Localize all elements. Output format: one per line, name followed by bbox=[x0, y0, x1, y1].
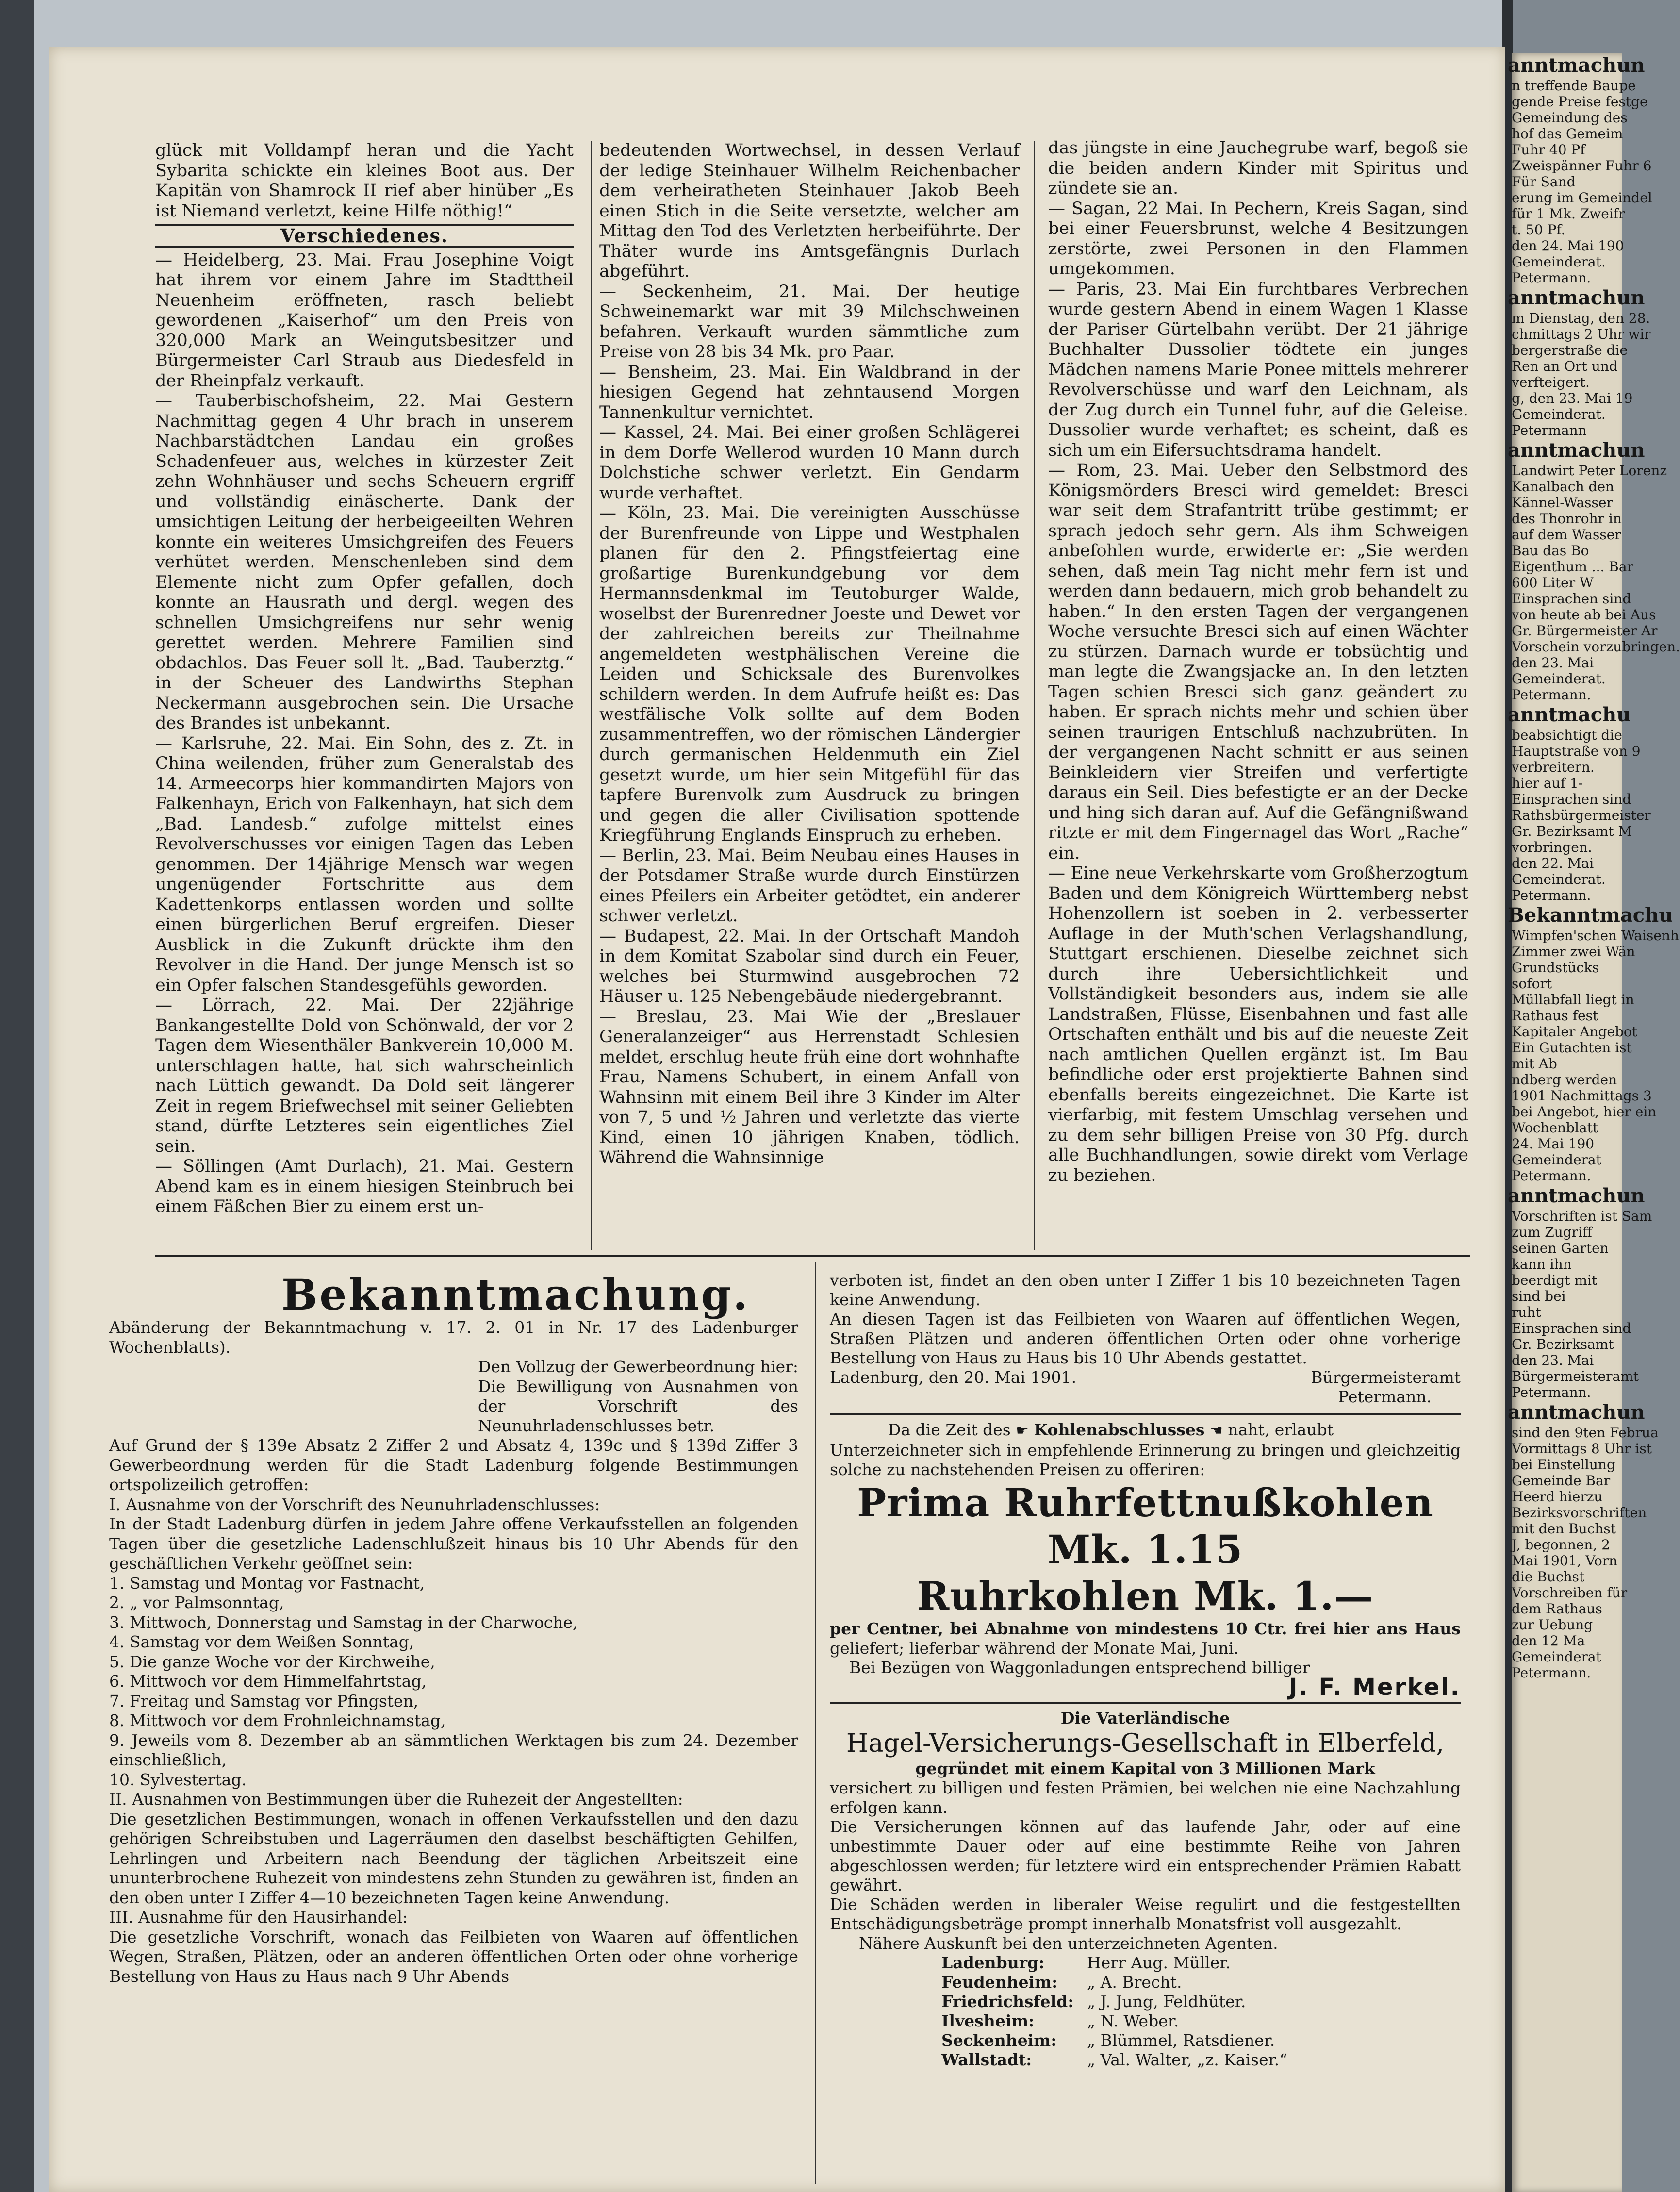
agent-name: „ A. Brecht. bbox=[1087, 1973, 1182, 1992]
facing-page-line: Vorschein vorzubringen. bbox=[1512, 639, 1680, 655]
facing-page-line: Ein Gutachten ist bbox=[1512, 1040, 1632, 1056]
facing-page-line: Kännel-Wasser bbox=[1512, 495, 1613, 511]
notice-text-1: In der Stadt Ladenburg dürfen in jedem Jahre offene Verkaufsstellen an folgenden Tagen über die gesetzliche Ladenschlußzeit hinaus bis 10 Uhr Abends für den geschäftlichen Verkehr geöffnet sein: bbox=[109, 1514, 798, 1573]
notice-text-2: Die gesetzlichen Bestimmungen, wonach in offenen Verkaufsstellen und den dazu gehörigen Schreibstuben und Lagerräumen den daselbst beschäftigten Gehilfen, Lehrlingen und Arbeitern nach Beendung der täglichen Arbeitszeit eine ununterbrochene Ruhezeit von mindestens zehn Stunden zu gewähren ist, finden an den oben unter I Ziffer 4—10 bezeichneten Tagen keine Anwendung. bbox=[109, 1809, 798, 1907]
agent-place: Feudenheim: bbox=[941, 1973, 1058, 1992]
facing-page-line: Zimmer zwei Wän bbox=[1512, 944, 1635, 960]
article-berlin: — Berlin, 23. Mai. Beim Neubau eines Hauses in der Potsdamer Straße wurde durch Einstürzen eines Pfeilers ein Arbeiter getödtet, ein anderer schwer verletzt. bbox=[599, 846, 1020, 926]
facing-page-line: den 22. Mai bbox=[1512, 855, 1594, 871]
facing-page-line: ruht bbox=[1512, 1304, 1541, 1320]
pointing-hand-icon: ☚ bbox=[1209, 1422, 1223, 1439]
notice-signature-name: Petermann. bbox=[1338, 1387, 1432, 1406]
agent-name: „ N. Weber. bbox=[1087, 2011, 1179, 2030]
facing-page-line: vorbringen. bbox=[1512, 839, 1592, 855]
coal-wagon: Bei Bezügen von Waggonladungen entsprechend billiger bbox=[849, 1658, 1310, 1677]
facing-page-line: den 24. Mai 190 bbox=[1512, 238, 1624, 254]
facing-page-line: Gr. Bezirksamt bbox=[1512, 1336, 1614, 1352]
list-item: 10. Sylvestertag. bbox=[109, 1770, 247, 1789]
column-rule bbox=[591, 141, 592, 1250]
facing-page-line: auf dem Wasser bbox=[1512, 527, 1621, 543]
article-rom: — Rom, 23. Mai. Ueber den Selbstmord des Königsmörders Bresci wird gemeldet: Bresci war seit dem Strafantritt trübe gestimmt; er sprach jedoch sehr gern. Als ihm Schweigen anbefohlen wurde, erwiderte er: „Sie werden sehen, daß mein Tag nicht mehr fern ist und werden dann bedauern, mich grob behandelt zu haben.“ In den ersten Tagen der vergangenen Woche versuchte Bresci sich auf einen Wächter zu stürzen. Darnach wurde er tobsüchtig und man legte die Zwangsjacke an. In den letzten Tagen schien Bresci sich ganz geändert zu haben. Er sprach nichts mehr und schien über seinen traurigen Entschluß nachzubrüten. In der vergangenen Nacht schnitt er aus seinen Beinkleidern vier Streifen und verfertigte daraus ein Seil. Dies befestigte er an der Decke und hing sich daran auf. Auf die Gefängnißwand ritzte er mit dem Fingernagel das Wort „Rache“ ein. bbox=[1048, 461, 1468, 863]
facing-page-line: Petermann. bbox=[1512, 1168, 1591, 1184]
facing-page-line: Gemeinderat. bbox=[1512, 254, 1606, 270]
facing-page-line: Petermann. bbox=[1512, 270, 1591, 286]
facing-page-line: chmittags 2 Uhr wir bbox=[1512, 326, 1651, 342]
facing-page-line: ndberg werden bbox=[1512, 1072, 1617, 1088]
facing-page bbox=[1508, 53, 1680, 2192]
col3-lead: das jüngste in eine Jauchegrube warf, begoß sie die beiden andern Kinder mit Spiritus und zündete sie an. bbox=[1048, 138, 1468, 198]
section-divider bbox=[155, 1255, 1470, 1257]
facing-page-line: zur Uebung bbox=[1512, 1617, 1593, 1633]
article-bensheim: — Bensheim, 23. Mai. Ein Waldbrand in der hiesigen Gegend hat zehntausend Morgen Tannenkultur vernichtet. bbox=[599, 362, 1020, 422]
facing-page-line: anntmachun bbox=[1508, 54, 1645, 77]
notice-text-4: verboten ist, findet an den oben unter I Ziffer 1 bis 10 bezeichneten Tagen keine Anwendung. bbox=[830, 1271, 1461, 1309]
agent-name: „ Val. Walter, „z. Kaiser.“ bbox=[1087, 2050, 1288, 2069]
list-item: 7. Freitag und Samstag vor Pfingsten, bbox=[109, 1691, 419, 1710]
list-item: 6. Mittwoch vor dem Himmelfahrtstag, bbox=[109, 1672, 427, 1691]
facing-page-line: Gemeinderat. bbox=[1512, 671, 1606, 687]
article-loerrach: — Lörrach, 22. Mai. Der 22jährige Bankangestellte Dold von Schönwald, der vor 2 Tagen dem Wiesenthäler Bankverein 10,000 M. unterschlagen hatte, hat sich wahrscheinlich nach Lüttich gewandt. Da Dold seit längerer Zeit in regem Briefwechsel mit seiner Geliebten stand, dürfte Letzteres sein eigentliches Ziel sein. bbox=[155, 996, 574, 1156]
facing-page-line: erung im Gemeindel bbox=[1512, 190, 1652, 206]
insurance-text-1: versichert zu billigen und festen Prämien, bei welchen nie eine Nachzahlung erfolgen kann. bbox=[830, 1778, 1461, 1817]
facing-page-line: Für Sand bbox=[1512, 174, 1576, 190]
insurance-head-3: gegründet mit einem Kapital von 3 Millionen Mark bbox=[915, 1759, 1375, 1778]
facing-page-line: Eigenthum ... Bar bbox=[1512, 559, 1633, 575]
notice-title: Bekanntmachung. bbox=[281, 1269, 750, 1320]
facing-page-line: bei Einstellung bbox=[1512, 1457, 1615, 1473]
insurance-text-2: Die Versicherungen können auf das laufende Jahr, oder auf eine unbestimmte Dauer oder auf eine bestimmte Reihe von Jahren abgeschlossen werden; für letztere wird ein entsprechender Prämien Rabatt gewährt. bbox=[830, 1817, 1461, 1894]
facing-page-line: den 23. Mai bbox=[1512, 1352, 1594, 1368]
facing-page-line: Zweispänner Fuhr 6 bbox=[1512, 158, 1652, 174]
list-item: 4. Samstag vor dem Weißen Sonntag, bbox=[109, 1632, 414, 1651]
coal-unit: per Centner, bbox=[830, 1619, 944, 1638]
column-rule bbox=[815, 1262, 816, 2184]
column-rule bbox=[1034, 141, 1035, 1250]
facing-page-line: anntmachun bbox=[1508, 286, 1645, 309]
facing-page-line: 24. Mai 190 bbox=[1512, 1136, 1595, 1152]
facing-page-line: bergerstraße die bbox=[1512, 342, 1628, 358]
list-item: 5. Die ganze Woche vor der Kirchweihe, bbox=[109, 1652, 435, 1671]
coal-terms bbox=[830, 1619, 1461, 1658]
facing-page-line: Gemeinderat. bbox=[1512, 871, 1606, 887]
facing-page-line: J, begonnen, 2 bbox=[1512, 1537, 1610, 1553]
article-sagan: — Sagan, 22 Mai. In Pechern, Kreis Sagan, sind bei einer Feuersbrunst, welche 4 Besitzungen zerstörte, zwei Personen in den Flammen umgekommen. bbox=[1048, 199, 1468, 279]
list-item: 8. Mittwoch vor dem Frohnleichnamstag, bbox=[109, 1711, 446, 1730]
facing-page-line: 1901 Nachmittags 3 bbox=[1512, 1088, 1652, 1104]
facing-page-line: g, den 23. Mai 19 bbox=[1512, 390, 1633, 406]
facing-page-line: Müllabfall liegt in bbox=[1512, 992, 1634, 1008]
notice-left bbox=[109, 1318, 798, 1986]
pointing-hand-icon: ☛ bbox=[1016, 1422, 1029, 1439]
agent-place: Ilvesheim: bbox=[941, 2011, 1035, 2030]
facing-page-line: Landwirt Peter Lorenz bbox=[1512, 463, 1667, 479]
facing-page-line: anntmachun bbox=[1508, 1401, 1645, 1424]
facing-page-line: t. 50 Pf. bbox=[1512, 222, 1565, 238]
notice-basis: Auf Grund der § 139e Absatz 2 Ziffer 2 und Absatz 4, 139c und § 139d Ziffer 3 Gewerbeordnung werden für die Stadt Ladenburg folgende Bestimmungen ortspolizeilich getroffen: bbox=[109, 1436, 798, 1494]
agent-place: Seckenheim: bbox=[941, 2031, 1057, 2050]
facing-page-line: anntmachun bbox=[1508, 439, 1645, 462]
column-1 bbox=[155, 141, 574, 1217]
facing-page-line: Petermann bbox=[1512, 422, 1587, 438]
facing-page-line: Bau das Bo bbox=[1512, 543, 1589, 559]
coal-delivery-tail: geliefert; lieferbar während der Monate Mai, Juni. bbox=[830, 1639, 1239, 1658]
article-breslau: — Breslau, 23. Mai Wie der „Breslauer Generalanzeiger“ aus Herrenstadt Schlesien meldet, erschlug heute früh eine dort wohnhafte Frau, Namens Schubert, in einem Anfall von Wahnsinn mit einem Beil ihre 3 Kinder im Alter von 7, 5 und ½ Jahren und verletzte das vierte Kind, einen 10 jährigen Knaben, tödlich. Während die Wahnsinnige bbox=[599, 1007, 1020, 1167]
facing-page-line: Petermann. bbox=[1512, 1665, 1591, 1681]
article-heidelberg: — Heidelberg, 23. Mai. Frau Josephine Voigt hat ihrem vor einem Jahre im Stadttheil Neuenheim eröffneten, rasch beliebt gewordenen „Kaiserhof“ um den Preis von 320,000 Mark an Weingutsbesitzer und Bürgermeister Carl Straub aus Diedesfeld in der Rheinpfalz verkauft. bbox=[155, 250, 574, 391]
facing-page-line: Bezirksvorschriften bbox=[1512, 1505, 1647, 1521]
notice-subtitle: Abänderung der Bekanntmachung v. 17. 2. 01 in Nr. 17 des Ladenburger Wochenblatts). bbox=[109, 1318, 798, 1357]
facing-page-line: sind den 9ten Februa bbox=[1512, 1425, 1659, 1441]
section-divider bbox=[830, 1702, 1461, 1704]
agent-place: Ladenburg: bbox=[941, 1953, 1045, 1972]
article-kassel: — Kassel, 24. Mai. Bei einer großen Schlägerei in dem Dorfe Wellerod wurden 10 Mann durch Dolchstiche schwer verletzt. Ein Gendarm wurde verhaftet. bbox=[599, 423, 1020, 503]
facing-page-line: Kapitaler Angebot bbox=[1512, 1024, 1638, 1040]
facing-page-line: Wimpfen'schen Waisenh bbox=[1512, 928, 1679, 944]
facing-page-line: n treffende Baupe bbox=[1512, 78, 1636, 94]
notice-signature-office: Bürgermeisteramt bbox=[1311, 1368, 1461, 1387]
article-paris: — Paris, 23. Mai Ein furchtbares Verbrechen wurde gestern Abend in einem Wagen 1 Klasse der Pariser Gürtelbahn verübt. Der 21 jährige Buchhalter Dussolier tödtete ein junges Mädchen namens Marie Ponee mittels mehrerer Revolverschüsse und warf den Leichnam, als der Zug durch ein Tunnel fuhr, auf die Geleise. Dussolier wurde verhaftet; es scheint, daß es sich um ein Eifersuchtsdrama handelt. bbox=[1048, 279, 1468, 460]
list-item: 1. Samstag und Montag vor Fastnacht, bbox=[109, 1573, 425, 1593]
coal-merchant-name: J. F. Merkel. bbox=[1288, 1674, 1461, 1701]
facing-page-line: Gemeinderat. bbox=[1512, 406, 1606, 422]
coal-offer-2: Ruhrkohlen Mk. 1.— bbox=[917, 1573, 1374, 1619]
facing-page-line: Bekanntmachu bbox=[1508, 904, 1673, 927]
agent-name: Herr Aug. Müller. bbox=[1087, 1953, 1231, 1972]
list-item: 2. „ vor Palmsonntag, bbox=[109, 1593, 284, 1612]
facing-page-line: Vorschreiben für bbox=[1512, 1585, 1628, 1601]
facing-page-line: 600 Liter W bbox=[1512, 575, 1594, 591]
facing-page-line: Rathsbürgermeister bbox=[1512, 807, 1651, 823]
facing-page-line: Mai 1901, Vorn bbox=[1512, 1553, 1618, 1569]
facing-page-line: Einsprachen sind bbox=[1512, 591, 1631, 607]
facing-page-line: mit den Buchst bbox=[1512, 1521, 1616, 1537]
list-item: 3. Mittwoch, Donnerstag und Samstag in der Charwoche, bbox=[109, 1612, 578, 1632]
notice-section-1: I. Ausnahme von der Vorschrift des Neunuhrladenschlusses: bbox=[109, 1495, 600, 1514]
insurance-text-3: Die Schäden werden in liberaler Weise regulirt und die festgestellten Entschädigungsbeträge prompt innerhalb Monatsfrist voll ausgezahlt. bbox=[830, 1895, 1461, 1933]
article-koeln: — Köln, 23. Mai. Die vereinigten Ausschüsse der Burenfreunde von Lippe und Westphalen planen für den 2. Pfingstfeiertag eine großartige Burenkundgebung vor dem Hermannsdenkmal im Teutoburger Walde, woselbst der Burenredner Joeste und Dewet vor der zahlreichen bereits zur Theilnahme angemeldeten westphälischen Vereine die Leiden und Schicksale des Burenvolkes schildern werden. In dem Aufrufe heißt es: Das westfälische Volk sollte auf dem Boden zusammentreffen, wo der römischen Ländergier durch germanischen Heldenmuth ein Ziel gesetzt wurde, um hier sein Mitgefühl für das tapfere Burenvolk zum Ausdruck zu bringen und gegen die aller Civilisation spottende Kriegführung Englands Einspruch zu erheben. bbox=[599, 503, 1020, 845]
facing-page-line: Gemeinderat bbox=[1512, 1649, 1601, 1665]
facing-page-line: beabsichtigt die bbox=[1512, 727, 1622, 743]
article-budapest: — Budapest, 22. Mai. In der Ortschaft Mandoh in dem Komitat Szabolar sind durch ein Feuer, welches bei Sturmwind ausgebrochen 72 Häuser u. 125 Nebengebäude niedergebrannt. bbox=[599, 926, 1020, 1006]
facing-page-line: Hauptstraße von 9 bbox=[1512, 743, 1641, 759]
facing-page-line: anntmachu bbox=[1508, 703, 1631, 726]
col2-lead: bedeutenden Wortwechsel, in dessen Verlauf der ledige Steinhauer Wilhelm Reichenbacher dem verheiratheten Steinhauer Jakob Beeh einen Stich in die Seite versetzte, welcher am Mittag den Tod des Verletzten herbeiführte. Der Thäter wurde ins Amtsgefängnis Durlach abgeführt. bbox=[599, 141, 1020, 281]
facing-page-line: bei Angebot, hier ein bbox=[1512, 1104, 1657, 1120]
facing-page-line: Fuhr 40 Pf bbox=[1512, 142, 1585, 158]
col1-lead: glück mit Volldampf heran und die Yacht Sybarita schickte ein kleines Boot aus. Der Kapitän von Shamrock II rief aber hinüber „Es ist Niemand verletzt, keine Hilfe nöthig!“ bbox=[155, 141, 574, 221]
insurance-head-2: Hagel-Versicherungs-Gesellschaft in Elberfeld, bbox=[846, 1729, 1444, 1758]
facing-page-text bbox=[1508, 53, 1680, 1681]
facing-page-line: für 1 Mk. Zweifr bbox=[1512, 206, 1625, 222]
article-seckenheim: — Seckenheim, 21. Mai. Der heutige Schweinemarkt war mit 39 Milchschweinen befahren. Verkauft wurden sämmtliche zum Preise von 28 bis 34 Mk. pro Paar. bbox=[599, 282, 1020, 362]
facing-page-line: Petermann. bbox=[1512, 887, 1591, 903]
coal-intro-tail: naht, erlaubt bbox=[1228, 1420, 1334, 1439]
notice-subject: Den Vollzug der Gewerbeordnung hier: Die Bewilligung von Ausnahmen von der Vorschrift des Neunuhrladenschlusses betr. bbox=[478, 1357, 798, 1435]
facing-page-line: zum Zugriff bbox=[1512, 1224, 1592, 1240]
article-tauberbischofsheim: — Tauberbischofsheim, 22. Mai Gestern Nachmittag gegen 4 Uhr brach in unserem Nachbarstädtchen Landau ein großes Schadenfeuer aus, welches in kürzester Zeit zehn Wohnhäuser und sechs Scheuern ergriff und vollständig einäscherte. Dank der umsichtigen Leitung der herbeigeeilten Wehren konnte ein weiteres Umsichgreifen des Feuers verhütet werden. Menschenleben sind dem Elemente nicht zum Opfer gefallen, doch konnte an Hausrath und dergl. wegen des schnellen Umsichgreifens nur sehr wenig gerettet werden. Mehrere Familien sind obdachlos. Das Feuer soll lt. „Bad. Tauberztg.“ in der Scheuer des Landwirths Stephan Neckermann ausgebrochen sein. Die Ursache des Brandes ist unbekannt. bbox=[155, 391, 574, 733]
facing-page-line: sofort bbox=[1512, 976, 1552, 992]
coal-intro bbox=[830, 1420, 1461, 1441]
facing-page-line: verfteigert. bbox=[1512, 374, 1590, 390]
notice-date bbox=[830, 1368, 1461, 1387]
facing-page-line: mit Ab bbox=[1512, 1056, 1557, 1072]
facing-page-line: Gr. Bürgermeister Ar bbox=[1512, 623, 1658, 639]
facing-page-line: des Thonrohr in bbox=[1512, 511, 1622, 527]
agent-place: Wallstadt: bbox=[941, 2050, 1032, 2069]
facing-page-line: Petermann. bbox=[1512, 687, 1591, 703]
facing-page-line: hof das Gemeim bbox=[1512, 126, 1623, 142]
notice-text-5: An diesen Tagen ist das Feilbieten von Waaren auf öffentlichen Wegen, Straßen Plätzen und anderen öffentlichen Orten oder ohne vorherige Bestellung von Haus zu Haus bis 10 Uhr Abends gestattet. bbox=[830, 1310, 1461, 1367]
facing-page-line: Ren an Ort und bbox=[1512, 358, 1618, 374]
section-divider bbox=[830, 1413, 1461, 1415]
facing-page-line: Gemeinde Bar bbox=[1512, 1473, 1611, 1489]
column-2 bbox=[599, 141, 1020, 1168]
facing-page-line: Bürgermeisteramt bbox=[1512, 1368, 1639, 1384]
facing-page-line: Einsprachen sind bbox=[1512, 1320, 1631, 1336]
agent-list bbox=[941, 1953, 1461, 2070]
coal-intro-emph: Kohlenabschlusses bbox=[1034, 1420, 1205, 1439]
insurance-text-4: Nähere Auskunft bei den unterzeichneten Agenten. bbox=[859, 1934, 1278, 1953]
facing-page-line: seinen Garten bbox=[1512, 1240, 1609, 1256]
facing-page-line: von heute ab bei Aus bbox=[1512, 607, 1656, 623]
notice-section-3: III. Ausnahme für den Hausirhandel: bbox=[109, 1908, 408, 1926]
facing-page-line: den 23. Mai bbox=[1512, 655, 1594, 671]
facing-page-line: Heerd hierzu bbox=[1512, 1489, 1603, 1505]
facing-page-line: Grundstücks bbox=[1512, 960, 1599, 976]
facing-page-line: sind bei bbox=[1512, 1288, 1566, 1304]
notice-right bbox=[830, 1271, 1461, 2070]
facing-page-line: Gemeinderat bbox=[1512, 1152, 1601, 1168]
coal-intro-body: Unterzeichneter sich in empfehlende Erinnerung zu bringen und gleichzeitig solche zu nachstehenden Preisen zu offeriren: bbox=[830, 1441, 1461, 1479]
coal-intro-text: Da die Zeit des bbox=[888, 1420, 1011, 1439]
notice-date-text: Ladenburg, den 20. Mai 1901. bbox=[830, 1368, 1077, 1387]
agent-name: „ J. Jung, Feldhüter. bbox=[1087, 1992, 1246, 2011]
coal-offer-1: Prima Ruhrfettnußkohlen Mk. 1.15 bbox=[857, 1480, 1433, 1572]
facing-page-line: Gemeindung des bbox=[1512, 110, 1628, 126]
facing-page-line: Vorschriften ist Sam bbox=[1512, 1208, 1652, 1224]
notice-section-2: II. Ausnahmen von Bestimmungen über die Ruhezeit der Angestellten: bbox=[109, 1790, 683, 1809]
facing-page-line: dem Rathaus bbox=[1512, 1601, 1602, 1617]
facing-page-line: Gr. Bezirksamt M bbox=[1512, 823, 1632, 839]
facing-page-line: m Dienstag, den 28. bbox=[1512, 310, 1650, 326]
facing-page-line: Petermann. bbox=[1512, 1384, 1591, 1400]
facing-page-line: Einsprachen sind bbox=[1512, 791, 1631, 807]
facing-page-line: verbreitern. bbox=[1512, 759, 1595, 775]
article-karlsruhe: — Karlsruhe, 22. Mai. Ein Sohn, des z. Zt. in China weilenden, früher zum Generalstab des 14. Armeecorps hier kommandirten Majors von Falkenhayn, Erich von Falkenhayn, hat sich dem „Bad. Landesb.“ zufolge mittelst eines Revolverschusses vor einigen Tagen das Leben genommen. Der 14jährige Mensch war wegen ungenügender Fortschritte aus dem Kadettenkorps entlassen worden und sollte einen bürgerlichen Beruf ergreifen. Dieser Ausblick in die Zukunft drückte ihm den Revolver in die Hand. Der junge Mensch ist so ein Opfer falschen Standesgefühls geworden. bbox=[155, 733, 574, 995]
coal-delivery: bei Abnahme von mindestens 10 Ctr. frei hier ans Haus bbox=[950, 1619, 1461, 1638]
book-binding bbox=[0, 0, 34, 2192]
article-soellingen: — Söllingen (Amt Durlach), 21. Mai. Gestern Abend kam es in einem hiesigen Steinbruch bei einem Fäßchen Bier zu einem erst un- bbox=[155, 1157, 574, 1216]
section-heading: Verschiedenes. bbox=[155, 224, 574, 248]
facing-page-line: Rathaus fest bbox=[1512, 1008, 1598, 1024]
facing-page-line: die Buchst bbox=[1512, 1569, 1585, 1585]
facing-page-line: beerdigt mit bbox=[1512, 1272, 1598, 1288]
facing-page-line: anntmachun bbox=[1508, 1184, 1645, 1207]
agent-place: Friedrichsfeld: bbox=[941, 1992, 1074, 2011]
facing-page-line: Kanalbach den bbox=[1512, 479, 1614, 495]
facing-page-line: den 12 Ma bbox=[1512, 1633, 1585, 1649]
article-verkehrskarte: — Eine neue Verkehrskarte vom Großherzogtum Baden und dem Königreich Württemberg nebst Hohenzollern ist soeben in 2. verbesserter Auflage in der Muth'schen Verlagshandlung, Stuttgart erschienen. Dieselbe zeichnet sich durch ihre Uebersichtlichkeit und Vollständigkeit besonders aus, indem sie alle Landstraßen, Flüsse, Eisenbahnen und fast alle Ortschaften enthält und bis auf die neueste Zeit nach amtlichen Quellen ergänzt ist. Im Bau befindliche oder erst projektierte Bahnen sind ebenfalls bereits eingezeichnet. Die Karte ist vierfarbig, mit festem Umschlag versehen und zu dem sehr billigen Preise von 30 Pfg. durch alle Buchhandlungen, sowie direkt vom Verlage zu beziehen. bbox=[1048, 864, 1468, 1185]
facing-page-line: kann ihn bbox=[1512, 1256, 1572, 1272]
insurance-head-1: Die Vaterländische bbox=[1060, 1709, 1230, 1727]
list-item: 9. Jeweils vom 8. Dezember ab an sämmtlichen Werktagen bis zum 24. Dezember einschließlich, bbox=[109, 1730, 798, 1769]
agent-name: „ Blümmel, Ratsdiener. bbox=[1087, 2031, 1275, 2050]
facing-page-line: Vormittags 8 Uhr ist bbox=[1512, 1441, 1652, 1457]
facing-page-line: hier auf 1- bbox=[1512, 775, 1583, 791]
column-3 bbox=[1048, 138, 1468, 1186]
facing-page-line: Wochenblatt bbox=[1512, 1120, 1598, 1136]
notice-text-3: Die gesetzliche Vorschrift, wonach das Feilbieten von Waaren auf öffentlichen Wegen, Straßen, Plätzen, oder an anderen öffentlichen Orten oder ohne vorherige Bestellung von Haus zu Haus nach 9 Uhr Abends bbox=[109, 1927, 798, 1986]
facing-page-line: gende Preise festge bbox=[1512, 94, 1648, 110]
